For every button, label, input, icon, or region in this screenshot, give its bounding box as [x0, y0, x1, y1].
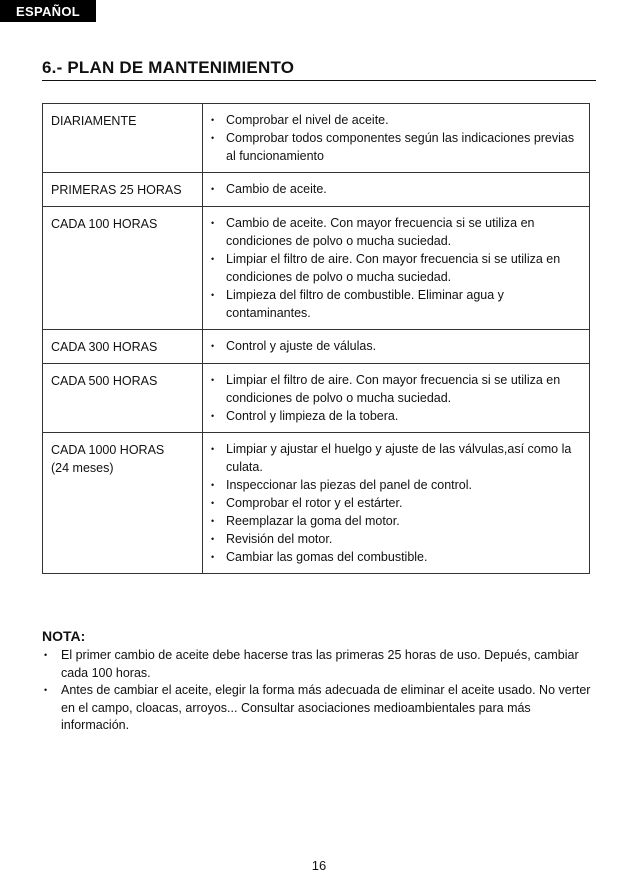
maintenance-table: [42, 103, 590, 574]
task-item: • Cambio de aceite. Con mayor frecuencia si se utiliza en condiciones de polvo o mucha suciedad.: [211, 214, 581, 250]
note-title: NOTA:: [42, 628, 86, 644]
task-list: [211, 440, 581, 566]
task-item: • Limpiar el filtro de aire. Con mayor frecuencia si se utiliza en condiciones de polvo o mucha suciedad.: [211, 371, 581, 407]
task-item: • Inspeccionar las piezas del panel de control.: [211, 476, 581, 494]
task-item: • Cambiar las gomas del combustible.: [211, 548, 581, 566]
note-item: • Antes de cambiar el aceite, elegir la forma más adecuada de eliminar el aceite usado. No verter en el campo, cloacas, arroyos... Consultar asociaciones medioambientales para más información.: [42, 682, 596, 735]
period-cell: [43, 364, 203, 433]
tasks-cell: [203, 330, 590, 364]
table-row: [43, 207, 590, 330]
tasks-cell: [203, 364, 590, 433]
task-list: [211, 111, 581, 165]
task-item: • Reemplazar la goma del motor.: [211, 512, 581, 530]
period-label: CADA 100 HORAS: [51, 217, 158, 231]
task-item: • Comprobar el rotor y el estárter.: [211, 494, 581, 512]
page-number: 16: [311, 858, 327, 873]
period-label: CADA 1000 HORAS: [51, 443, 165, 457]
period-label: PRIMERAS 25 HORAS: [51, 183, 182, 197]
period-label: DIARIAMENTE: [51, 114, 137, 128]
tasks-cell: [203, 104, 590, 173]
task-list: [211, 180, 581, 198]
section-title: 6.- PLAN DE MANTENIMIENTO: [42, 58, 295, 77]
period-label: CADA 300 HORAS: [51, 340, 158, 354]
language-tab: ESPAÑOL: [0, 0, 96, 22]
title-underline: [42, 80, 596, 81]
task-item: • Cambio de aceite.: [211, 180, 581, 198]
task-item: • Limpieza del filtro de combustible. Eliminar agua y contaminantes.: [211, 286, 581, 322]
table-row: [43, 173, 590, 207]
note-item: • El primer cambio de aceite debe hacerse tras las primeras 25 horas de uso. Depués, cambiar cada 100 horas.: [42, 647, 596, 682]
task-item: • Control y ajuste de válulas.: [211, 337, 581, 355]
tasks-cell: [203, 207, 590, 330]
period-label: CADA 500 HORAS: [51, 374, 158, 388]
table-row: [43, 330, 590, 364]
task-item: • Comprobar el nivel de aceite.: [211, 111, 581, 129]
task-list: [211, 371, 581, 425]
table-row: [43, 433, 590, 574]
period-cell: [43, 330, 203, 364]
table-row: [43, 364, 590, 433]
task-item: • Control y limpieza de la tobera.: [211, 407, 581, 425]
period-cell: [43, 207, 203, 330]
period-cell: [43, 433, 203, 574]
task-item: • Comprobar todos componentes según las indicaciones previas al funcionamiento: [211, 129, 581, 165]
task-list: [211, 337, 581, 355]
tasks-cell: [203, 433, 590, 574]
task-item: • Limpiar y ajustar el huelgo y ajuste de las válvulas,así como la culata.: [211, 440, 581, 476]
tasks-cell: [203, 173, 590, 207]
note-list: [42, 647, 596, 735]
task-item: • Limpiar el filtro de aire. Con mayor frecuencia si se utiliza en condiciones de polvo o mucha suciedad.: [211, 250, 581, 286]
table-row: [43, 104, 590, 173]
period-cell: [43, 173, 203, 207]
period-sublabel: (24 meses): [51, 461, 114, 475]
period-cell: [43, 104, 203, 173]
task-list: [211, 214, 581, 322]
task-item: • Revisión del motor.: [211, 530, 581, 548]
